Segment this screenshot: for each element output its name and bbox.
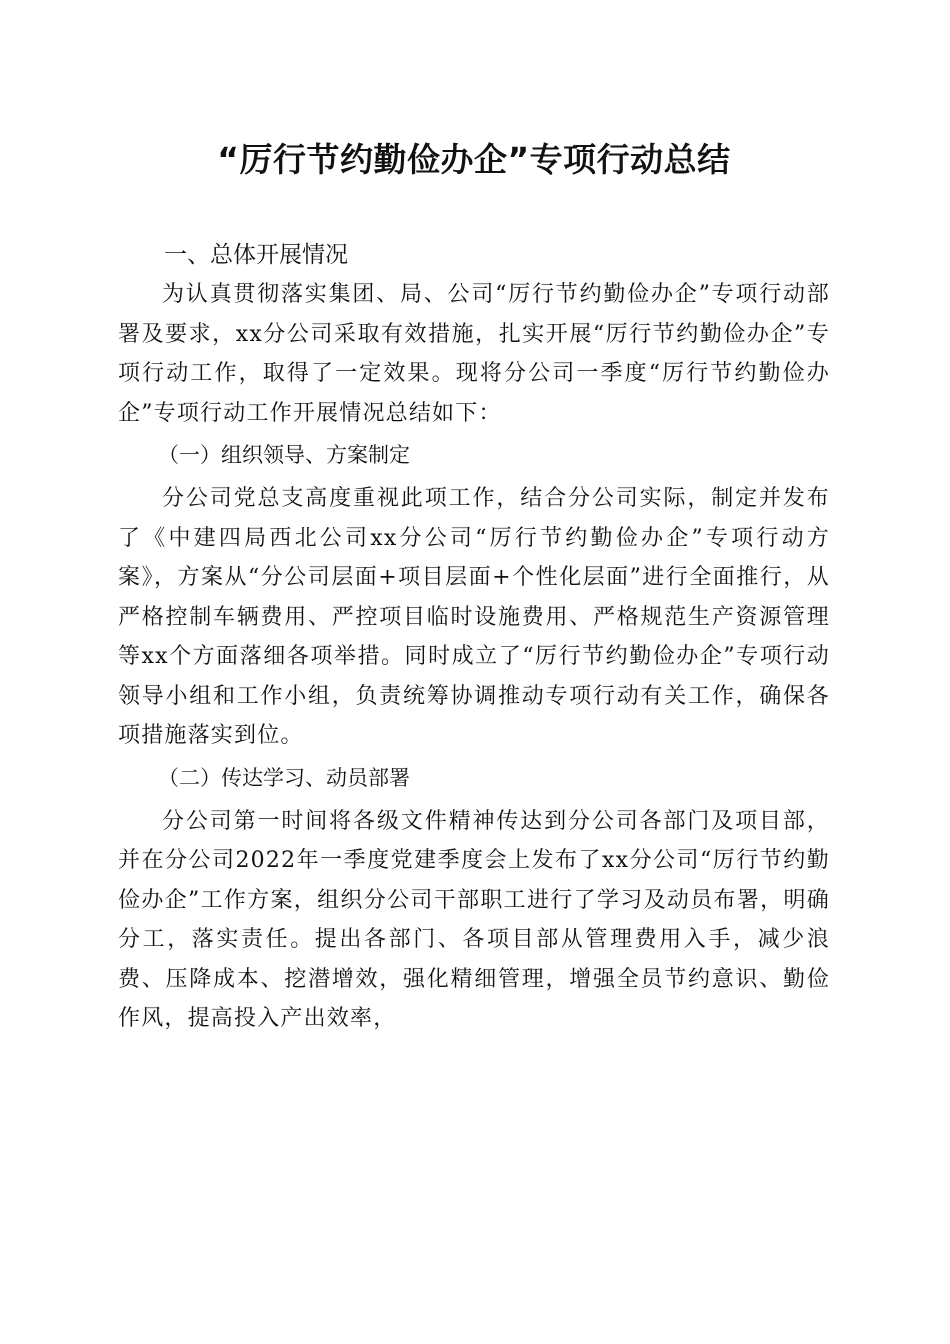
intro-paragraph: 为认真贯彻落实集团、局、公司“厉行节约勤俭办企”专项行动部署及要求，xx分公司采取有效措施，扎实开展“厉行节约勤俭办企”专项行动工作，取得了一定效果。现将分公司一季度“厉行节约勤俭办企”专项行动工作开展情况总结如下： (118, 282, 830, 426)
subsection-heading-organization: （一）组织领导、方案制定 (158, 443, 410, 467)
document-page (118, 130, 830, 1039)
document-title: “厉行节约勤俭办企”专项行动总结 (217, 140, 731, 179)
mobilization-paragraph: 分公司第一时间将各级文件精神传达到分公司各部门及项目部，并在分公司2022年一季度党建季度会上发布了xx分公司“厉行节约勤俭办企”工作方案，组织分公司干部职工进行了学习及动员布署，明确分工，落实责任。提出各部门、各项目部从管理费用入手，减少浪费、压降成本、挖潜增效，强化精细管理，增强全员节约意识、勤俭作风，提高投入产出效率， (118, 808, 830, 1031)
organization-paragraph: 分公司党总支高度重视此项工作，结合分公司实际，制定并发布了《中建四局西北公司xx分公司“厉行节约勤俭办企”专项行动方案》，方案从“分公司层面+项目层面+个性化层面”进行全面推行，从严格控制车辆费用、严控项目临时设施费用、严格规范生产资源管理等xx个方面落细各项举措。同时成立了“厉行节约勤俭办企”专项行动领导小组和工作小组，负责统筹协调推动专项行动有关工作，确保各项措施落实到位。 (118, 486, 830, 748)
section-heading-overall: 一、总体开展情况 (164, 242, 348, 268)
subsection-heading-mobilization: （二）传达学习、动员部署 (158, 765, 410, 790)
